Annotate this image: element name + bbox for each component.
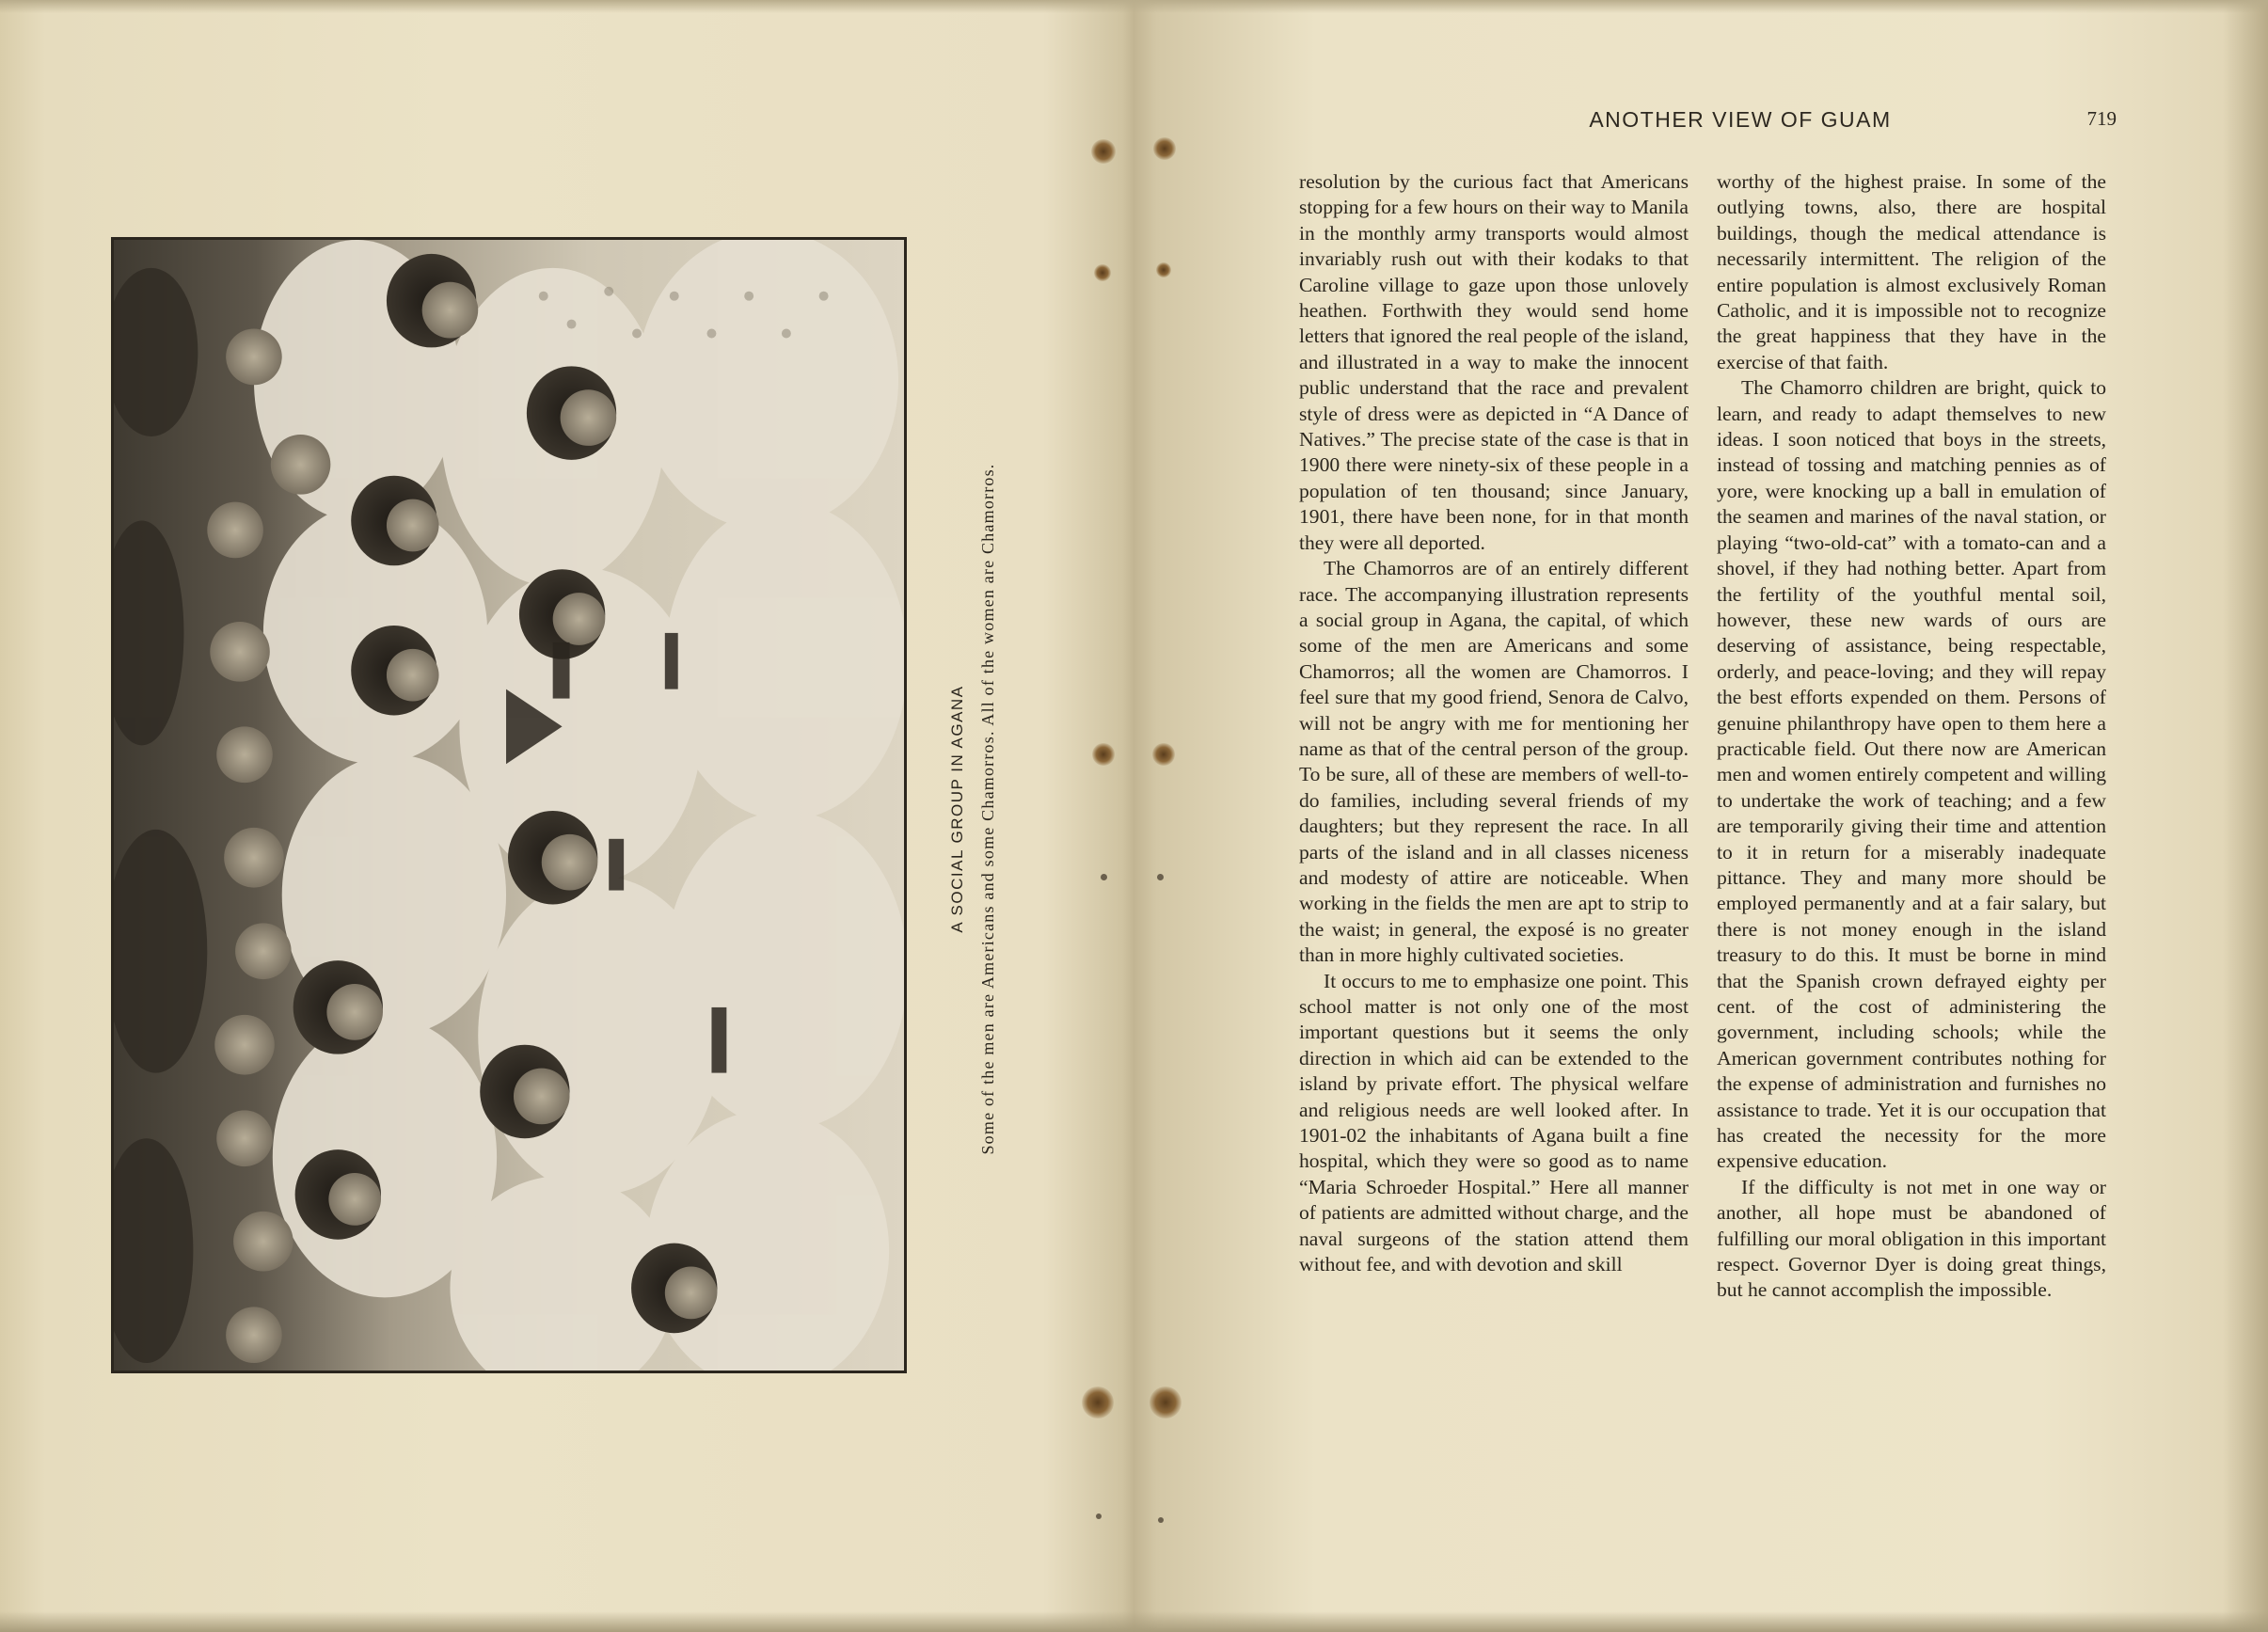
caption-title: A SOCIAL GROUP IN AGANA (948, 685, 966, 933)
social-group-photo (111, 237, 907, 1373)
paragraph: worthy of the highest praise. In some of the outlying towns, also, there are hospital buildings, though the medical attendance is necessarily intermittent. The religion of the entire population is almost exclusively Roman Catholic, and it is impossible not to recognize the great happiness that they have in the exercise of that faith. (1717, 170, 2106, 373)
binding-hole (1101, 874, 1107, 880)
binding-stain (1153, 137, 1176, 160)
text-column-left (1299, 169, 1689, 1277)
binding-stain (1156, 262, 1171, 277)
binding-hole (1158, 1517, 1164, 1523)
paragraph: It occurs to me to emphasize one point. This school matter is not only one of the most important questions but it seems the only direction in which aid can be extended to the island by private effort. The physical welfare and religious needs are well looked after. In 1901-02 the inhabitants of Agana built a fine hospital, which they were so good as to name “Maria Schroeder Hospital.” Here all manner of patients are admitted without charge, and the naval surgeons of the station attend them without fee, and with devotion and skill (1299, 969, 1689, 1276)
binding-stain (1152, 743, 1175, 766)
paragraph: If the difficulty is not met in one way or another, all hope must be abandoned of fulfilling our moral obligation in this important respect. Governor Dyer is doing great things, but he cannot accomplish the impossible. (1717, 1175, 2106, 1302)
page-shadow-bottom (0, 1611, 2268, 1632)
binding-stain (1094, 264, 1111, 281)
page-number: 719 (2086, 107, 2117, 130)
binding-stain (1091, 139, 1116, 164)
text-column-right (1717, 169, 2106, 1304)
binding-stain (1082, 1386, 1114, 1418)
binding-hole (1096, 1513, 1102, 1519)
photo-illustration (114, 240, 904, 1371)
paragraph: The Chamorro children are bright, quick to learn, and ready to adapt themselves to new ideas. I soon noticed that boys in the streets, instead of tossing and matching pennies as of yore, were knocking up a ball in emulation of the seamen and marines of the naval station, or playing “two-old-cat” with a tomato-can and a shovel, if they had nothing better. Apart from the fertility of the youthful mental soil, however, these new wards of ours are deserving of assistance, being respectable, orderly, and peace-loving; and they will repay the best efforts expended on them. Persons of genuine philanthropy have open to them here a practicable field. Out there now are American men and women entirely competent and willing to undertake the work of teaching; and a few are temporarily giving their time and attention to it in return for a miserably inadequate pittance. They and many more should be employed permanently and at a fair salary, but there is not money enough in the island treasury to do this. It must be borne in mind that the Spanish crown defrayed eighty per cent. of the cost of administering the government, including schools; while the American government contributes nothing for the expense of administration and furnishes no assistance to trade. Yet it is our occupation that has created the necessity for the more expensive education. (1717, 376, 2106, 1173)
binding-stain (1092, 743, 1115, 766)
paragraph: resolution by the curious fact that Americans stopping for a few hours on their way to Manila in the monthly army transports would almost invariably rush out with their kodaks to that Caroline village to gaze upon those unlovely heathen. Forthwith they would send home letters that ignored the real people of the island, and illustrated in a way to make the innocent public understand that the race and prevalent style of dress were as depicted in “A Dance of Natives.” The precise state of the case is that in 1900 there were ninety-six of these people in a population of ten thousand; since January, 1901, there have been none, for in that month they were all deported. (1299, 170, 1689, 554)
binding-stain (1150, 1386, 1182, 1418)
page-shadow-top (0, 0, 2268, 13)
running-head: ANOTHER VIEW OF GUAM (1589, 107, 1892, 132)
binding-hole (1157, 874, 1164, 880)
caption-subtitle: Some of the men are Americans and some Chamorros. All of the women are Chamorros. (978, 463, 997, 1155)
paragraph: The Chamorros are of an entirely different race. The accompanying illustration represents a social group in Agana, the capital, of which some of the men are Americans and some Chamorros; all the women are Chamorros. I feel sure that my good friend, Senora de Calvo, will not be angry with me for mentioning her name as that of the central person of the group. To be sure, all of these are members of well-to-do families, including several friends of my daughters; but they represent the race. In all parts of the island and in all classes niceness and modesty of attire are noticeable. When working in the fields the men are apt to strip to the waist; in general, the exposé is no greater than in more highly cultivated societies. (1299, 557, 1689, 967)
